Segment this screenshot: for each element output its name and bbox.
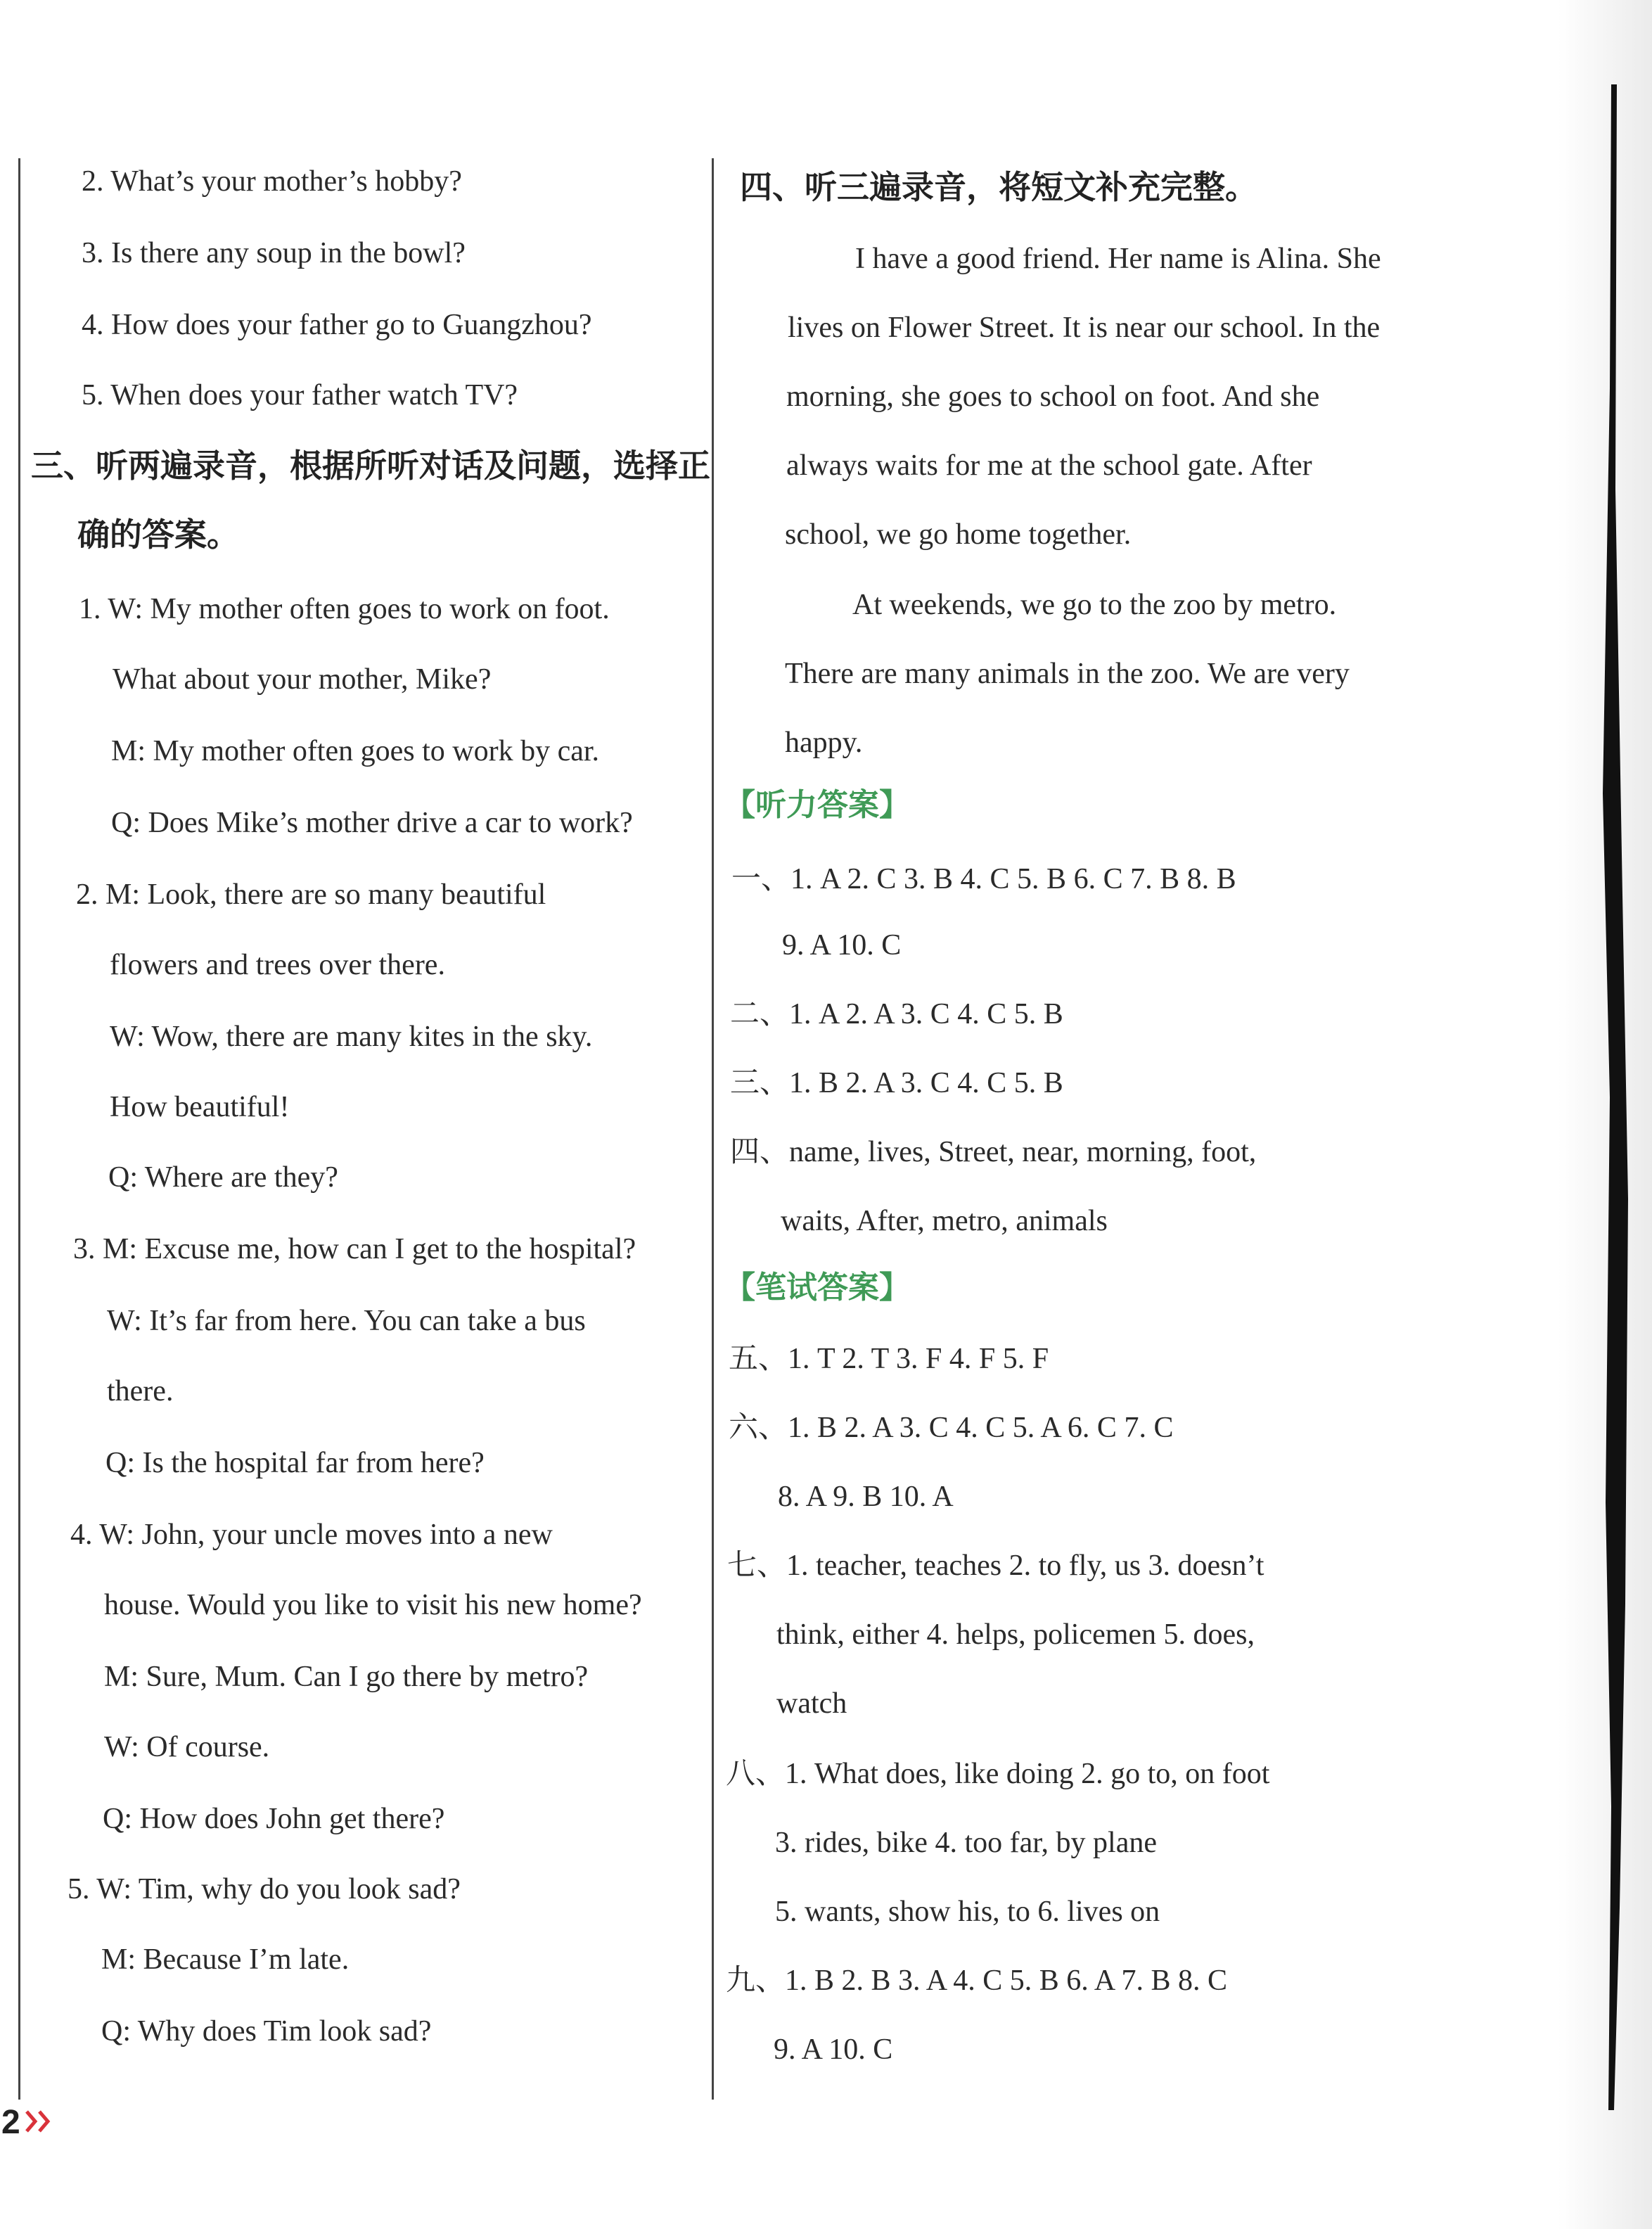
- answer-line: 9. A 10. C: [774, 2033, 893, 2066]
- dialogue-line: Q: Where are they?: [108, 1161, 338, 1194]
- dialogue-line: M: Because I’m late.: [101, 1943, 350, 1976]
- question-line: 3. Is there any soup in the bowl?: [82, 237, 466, 269]
- dialogue-line: W: It’s far from here. You can take a bus: [107, 1305, 586, 1337]
- page-number: 2: [1, 2104, 20, 2141]
- dialogue-line: Q: Does Mike’s mother drive a car to work?: [111, 807, 633, 839]
- dialogue-line: How beautiful!: [110, 1091, 290, 1123]
- dialogue-line: Q: Is the hospital far from here?: [105, 1447, 485, 1479]
- passage-line: school, we go home together.: [785, 518, 1132, 551]
- dialogue-line: 4. W: John, your uncle moves into a new: [70, 1519, 553, 1551]
- dialogue-line: 5. W: Tim, why do you look sad?: [68, 1873, 461, 1905]
- answer-line: 六、1. B 2. A 3. C 4. C 5. A 6. C 7. C: [729, 1412, 1174, 1444]
- section-3-title: 三、听两遍录音，根据所听对话及问题，选择正: [31, 447, 710, 485]
- passage-line: At weekends, we go to the zoo by metro.: [852, 589, 1337, 621]
- passage-line: happy.: [785, 727, 863, 759]
- answer-line: 一、1. A 2. C 3. B 4. C 5. B 6. C 7. B 8. B: [731, 863, 1236, 895]
- answer-line: waits, After, metro, animals: [781, 1205, 1108, 1237]
- double-chevron-right-icon: [24, 2107, 56, 2135]
- answer-line: 七、1. teacher, teaches 2. to fly, us 3. doesn’t: [727, 1550, 1264, 1582]
- answer-line: 9. A 10. C: [782, 929, 902, 962]
- dialogue-line: W: Of course.: [104, 1731, 270, 1763]
- answer-line: 8. A 9. B 10. A: [778, 1481, 954, 1513]
- answer-line: think, either 4. helps, policemen 5. does,: [776, 1618, 1255, 1651]
- question-line: 5. When does your father watch TV?: [82, 379, 518, 411]
- dialogue-line: Q: Why does Tim look sad?: [101, 2015, 432, 2048]
- question-line: 4. How does your father go to Guangzhou?: [82, 309, 592, 341]
- passage-line: always waits for me at the school gate. After: [786, 449, 1312, 482]
- dialogue-line: W: Wow, there are many kites in the sky.: [110, 1021, 593, 1053]
- answer-line: 二、1. A 2. A 3. C 4. C 5. B: [730, 998, 1063, 1030]
- dialogue-line: M: My mother often goes to work by car.: [111, 735, 600, 767]
- passage-line: lives on Flower Street. It is near our school. In the: [788, 312, 1381, 344]
- answer-line: 五、1. T 2. T 3. F 4. F 5. F: [729, 1343, 1049, 1375]
- page-edge-shadow: [1558, 0, 1652, 2229]
- passage-line: There are many animals in the zoo. We are very: [785, 658, 1350, 690]
- answer-line: 5. wants, show his, to 6. lives on: [775, 1896, 1160, 1928]
- section-4-title: 四、听三遍录音，将短文补充完整。: [740, 168, 1257, 206]
- dialogue-line: 1. W: My mother often goes to work on foot.: [79, 593, 610, 625]
- answer-line: 四、name, lives, Street, near, morning, foot,: [730, 1136, 1257, 1168]
- column-divider: [712, 158, 714, 2100]
- dialogue-line: 2. M: Look, there are so many beautiful: [76, 879, 546, 911]
- listening-answer-tag: 【听力答案】: [724, 787, 910, 823]
- dialogue-line: What about your mother, Mike?: [113, 663, 492, 696]
- dialogue-line: Q: How does John get there?: [103, 1803, 445, 1835]
- dialogue-line: 3. M: Excuse me, how can I get to the hospital?: [73, 1233, 636, 1265]
- dialogue-line: there.: [107, 1375, 174, 1407]
- dialogue-line: M: Sure, Mum. Can I go there by metro?: [104, 1661, 589, 1693]
- section-3-title-cont: 确的答案。: [77, 516, 239, 554]
- passage-line: I have a good friend. Her name is Alina. She: [855, 243, 1381, 275]
- question-line: 2. What’s your mother’s hobby?: [82, 165, 462, 198]
- passage-line: morning, she goes to school on foot. And she: [786, 381, 1320, 413]
- answer-line: 九、1. B 2. B 3. A 4. C 5. B 6. A 7. B 8. C: [726, 1965, 1227, 1997]
- answer-line: watch: [776, 1687, 847, 1720]
- answer-line: 八、1. What does, like doing 2. go to, on foot: [726, 1758, 1270, 1790]
- dialogue-line: flowers and trees over there.: [110, 949, 445, 981]
- written-answer-tag: 【笔试答案】: [724, 1270, 910, 1305]
- dialogue-line: house. Would you like to visit his new home?: [104, 1589, 642, 1621]
- left-margin-rule: [18, 158, 20, 2100]
- answer-line: 3. rides, bike 4. too far, by plane: [775, 1827, 1158, 1859]
- answer-line: 三、1. B 2. A 3. C 4. C 5. B: [730, 1067, 1063, 1099]
